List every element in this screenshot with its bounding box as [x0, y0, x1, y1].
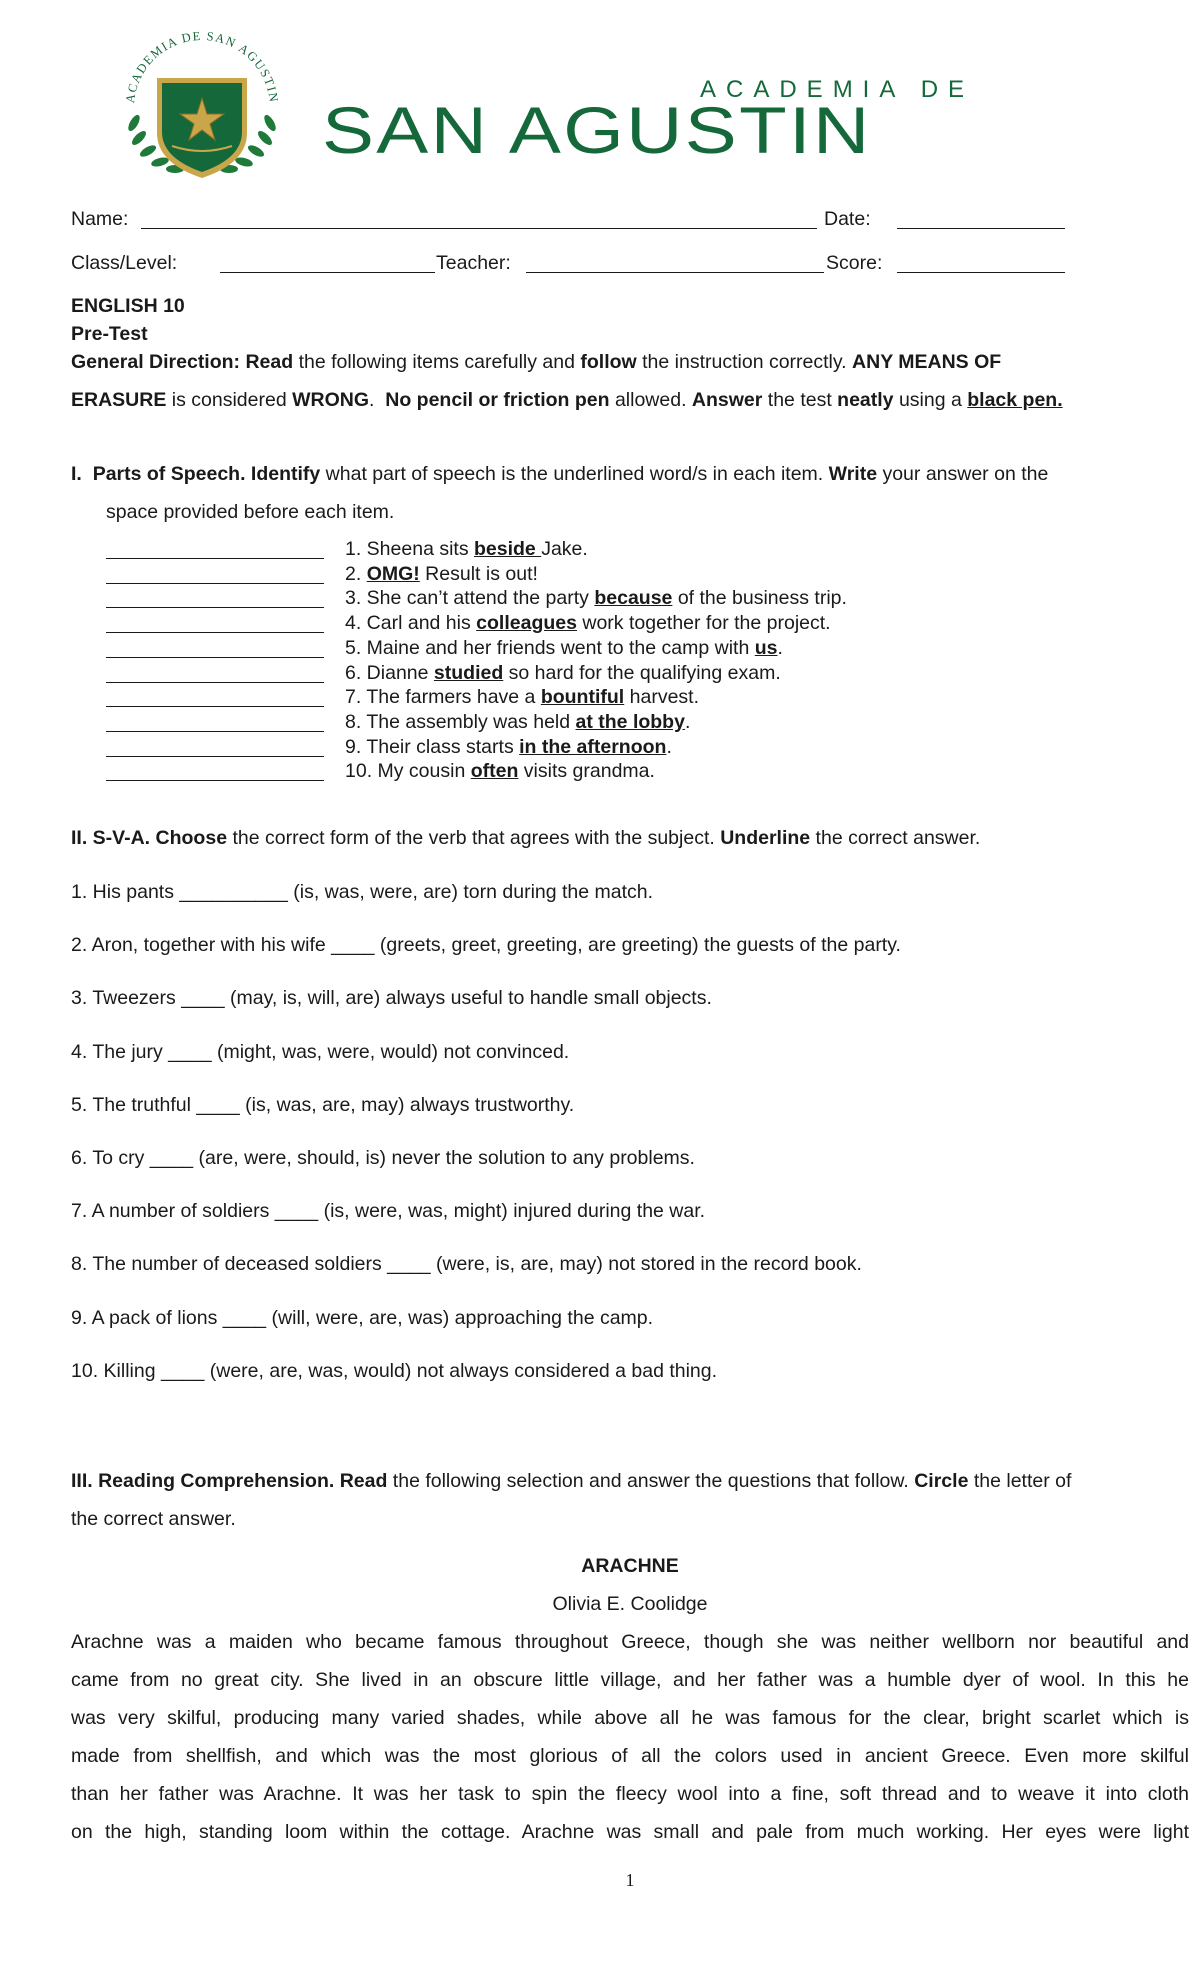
item-text: of the business trip.	[672, 587, 847, 610]
test-kind: Pre-Test	[71, 323, 148, 345]
underlined-key: colleagues	[476, 612, 577, 635]
direction-text: allowed.	[609, 389, 692, 411]
item-text: 4. Carl and his	[345, 612, 477, 635]
part1-instruction-line2: space provided before each item.	[106, 501, 395, 523]
item-text: 2.	[345, 562, 367, 585]
part3-instruction-line2: the correct answer.	[71, 1508, 236, 1530]
part2-item: 3. Tweezers ____ (may, is, will, are) always useful to handle small objects.	[71, 987, 712, 1010]
part1-title: Parts of Speech.	[92, 463, 246, 485]
item-text: .	[666, 735, 672, 758]
item-text: 5. Maine and her friends went to the camp with	[345, 636, 755, 659]
direction-word: ANY MEANS OF	[852, 351, 1002, 373]
answer-blank[interactable]	[106, 632, 324, 633]
seal-text: ACADEMIA DE SAN AGUSTIN	[123, 28, 281, 104]
school-seal	[112, 28, 292, 188]
general-direction	[71, 350, 1001, 374]
part2-item: 5. The truthful ____ (is, was, are, may) always trustworthy.	[71, 1093, 575, 1116]
underlined-key: in the afternoon	[519, 735, 667, 758]
item-text: harvest.	[624, 686, 700, 709]
direction-text: the test	[762, 389, 838, 411]
part1-item	[345, 586, 847, 610]
direction-word: neatly	[837, 389, 894, 411]
part2-item: 10. Killing ____ (were, are, was, would) not always considered a bad thing.	[71, 1359, 718, 1382]
underlined-key: us	[754, 636, 778, 659]
part2-item: 8. The number of deceased soldiers ____ (were, is, are, may) not stored in the record book.	[71, 1253, 862, 1276]
item-text: 10. My cousin	[345, 760, 471, 783]
direction-text: using a	[893, 389, 968, 411]
direction-word: WRONG	[292, 389, 369, 411]
answer-blank[interactable]	[106, 558, 324, 559]
subject-title: ENGLISH 10	[71, 295, 185, 317]
item-text: .	[684, 710, 691, 733]
part1-heading	[71, 462, 1048, 486]
part1-item	[345, 562, 538, 586]
general-direction-line2	[71, 388, 1063, 412]
underlined-key: because	[594, 587, 673, 610]
part2-lead: Choose	[155, 827, 228, 849]
part1-item	[345, 661, 781, 685]
part2-item: 4. The jury ____ (might, was, were, would) not convinced.	[71, 1040, 570, 1063]
part2-lead2: Underline	[720, 827, 811, 849]
part1-item	[345, 759, 655, 783]
score-label: Score:	[826, 252, 883, 274]
part3-title: III. Reading Comprehension.	[71, 1470, 335, 1492]
story-line: came from no great city. She lived in an obscure little village, and her father was a humble dyer of wool. In this he	[71, 1669, 1189, 1691]
page-number: 1	[625, 1870, 635, 1890]
seal-emblem-icon	[112, 28, 292, 188]
story-line: on the high, standing loom within the cottage. Arachne was small and pale from much working. Her eyes were light	[71, 1821, 1189, 1843]
item-text: Result is out!	[419, 562, 538, 585]
part1-item	[345, 710, 690, 734]
story-line: Arachne was a maiden who became famous throughout Greece, though she was neither wellborn nor beautiful and	[71, 1631, 1189, 1653]
item-text: 7. The farmers have a	[345, 686, 541, 709]
direction-text: the instruction correctly.	[636, 351, 853, 373]
part2-heading	[71, 826, 980, 850]
story-line: than her father was Arachne. It was her task to spin the fleecy wool into a fine, soft thread and to weave it into cloth	[71, 1783, 1189, 1805]
direction-text: .	[369, 389, 386, 411]
item-text: 9. Their class starts	[345, 735, 520, 758]
part1-instruction-b: your answer on the	[877, 463, 1049, 485]
item-text: .	[777, 636, 783, 659]
direction-word: Answer	[691, 389, 763, 411]
part3-lead2: Circle	[914, 1470, 969, 1492]
answer-blank[interactable]	[106, 682, 324, 683]
item-text: 6. Dianne	[345, 661, 434, 684]
answer-blank[interactable]	[106, 607, 324, 608]
class-level-label: Class/Level:	[71, 252, 178, 274]
item-text: work together for the project.	[576, 612, 831, 635]
item-text: 3. She can’t attend the party	[345, 587, 595, 610]
part2-item: 6. To cry ____ (are, were, should, is) never the solution to any problems.	[71, 1147, 695, 1169]
underlined-key: at the lobby	[575, 710, 685, 733]
direction-text: is considered	[166, 389, 293, 411]
part1-lead: Identify	[250, 463, 321, 485]
underlined-key: beside	[474, 538, 542, 560]
answer-blank[interactable]	[106, 706, 324, 707]
direction-word: follow	[580, 351, 637, 373]
story-line: made from shellfish, and which was the most glorious of all the colors used in ancient Greece. Even more skilful	[71, 1745, 1189, 1767]
underlined-key: often	[470, 760, 519, 783]
date-field[interactable]	[897, 228, 1065, 229]
story-author: Olivia E. Coolidge	[552, 1593, 708, 1615]
part1-item	[345, 636, 783, 660]
name-label: Name:	[71, 208, 129, 230]
teacher-label: Teacher:	[436, 252, 511, 274]
part2-item: 7. A number of soldiers ____ (is, were, was, might) injured during the war.	[71, 1200, 706, 1223]
part1-item	[345, 611, 831, 635]
date-label: Date:	[824, 208, 871, 230]
direction-word: Read	[245, 351, 294, 373]
name-field[interactable]	[141, 228, 817, 229]
direction-lead: General Direction:	[71, 351, 241, 373]
part3-instruction: the following selection and answer the questions that follow.	[387, 1470, 915, 1492]
direction-text: the following items carefully and	[293, 351, 581, 373]
item-text: visits grandma.	[518, 760, 655, 783]
answer-blank[interactable]	[106, 756, 324, 757]
story-line: was very skilful, producing many varied shades, while above all he was famous for the clear, bright scarlet which is	[71, 1707, 1189, 1729]
direction-word: ERASURE	[71, 389, 167, 411]
item-text: so hard for the qualifying exam.	[503, 661, 781, 684]
part2-instruction-b: the correct answer.	[810, 827, 981, 849]
part1-numeral: I.	[71, 463, 82, 485]
underlined-key: bountiful	[540, 686, 625, 709]
wordmark-top: ACADEMIA DE	[700, 76, 975, 103]
part1-item	[345, 685, 699, 709]
teacher-field[interactable]	[526, 272, 824, 273]
answer-blank[interactable]	[106, 731, 324, 732]
part3-instruction-b: the letter of	[968, 1470, 1072, 1492]
part2-instruction: the correct form of the verb that agrees with the subject.	[227, 827, 721, 849]
part1-item	[345, 735, 672, 759]
part1-instruction: what part of speech is the underlined word/s in each item.	[320, 463, 829, 485]
part1-item	[345, 537, 588, 561]
part1-lead2: Write	[828, 463, 878, 485]
class-level-field[interactable]	[220, 272, 435, 273]
part3-heading	[71, 1469, 1189, 1493]
item-text: 1. Sheena sits	[345, 538, 474, 560]
answer-blank[interactable]	[106, 780, 324, 781]
part2-title: II. S-V-A.	[71, 827, 151, 849]
underlined-key: studied	[433, 661, 504, 684]
wordmark-main: SAN AGUSTIN	[322, 93, 872, 167]
part2-item: 2. Aron, together with his wife ____ (greets, greet, greeting, are greeting) the guests of the party.	[71, 934, 901, 957]
underlined-key: OMG!	[366, 562, 420, 585]
score-field[interactable]	[897, 272, 1065, 273]
direction-word: black pen.	[967, 389, 1063, 411]
story-title: ARACHNE	[581, 1555, 679, 1577]
answer-blank[interactable]	[106, 583, 324, 584]
part2-item: 9. A pack of lions ____ (will, were, are, was) approaching the camp.	[71, 1306, 654, 1329]
item-text: 8. The assembly was held	[345, 710, 576, 733]
item-text: Jake.	[541, 538, 588, 560]
direction-word: No pencil or friction pen	[385, 389, 610, 411]
answer-blank[interactable]	[106, 657, 324, 658]
part3-lead: Read	[339, 1470, 388, 1492]
part2-item: 1. His pants __________ (is, was, were, are) torn during the match.	[71, 881, 654, 903]
